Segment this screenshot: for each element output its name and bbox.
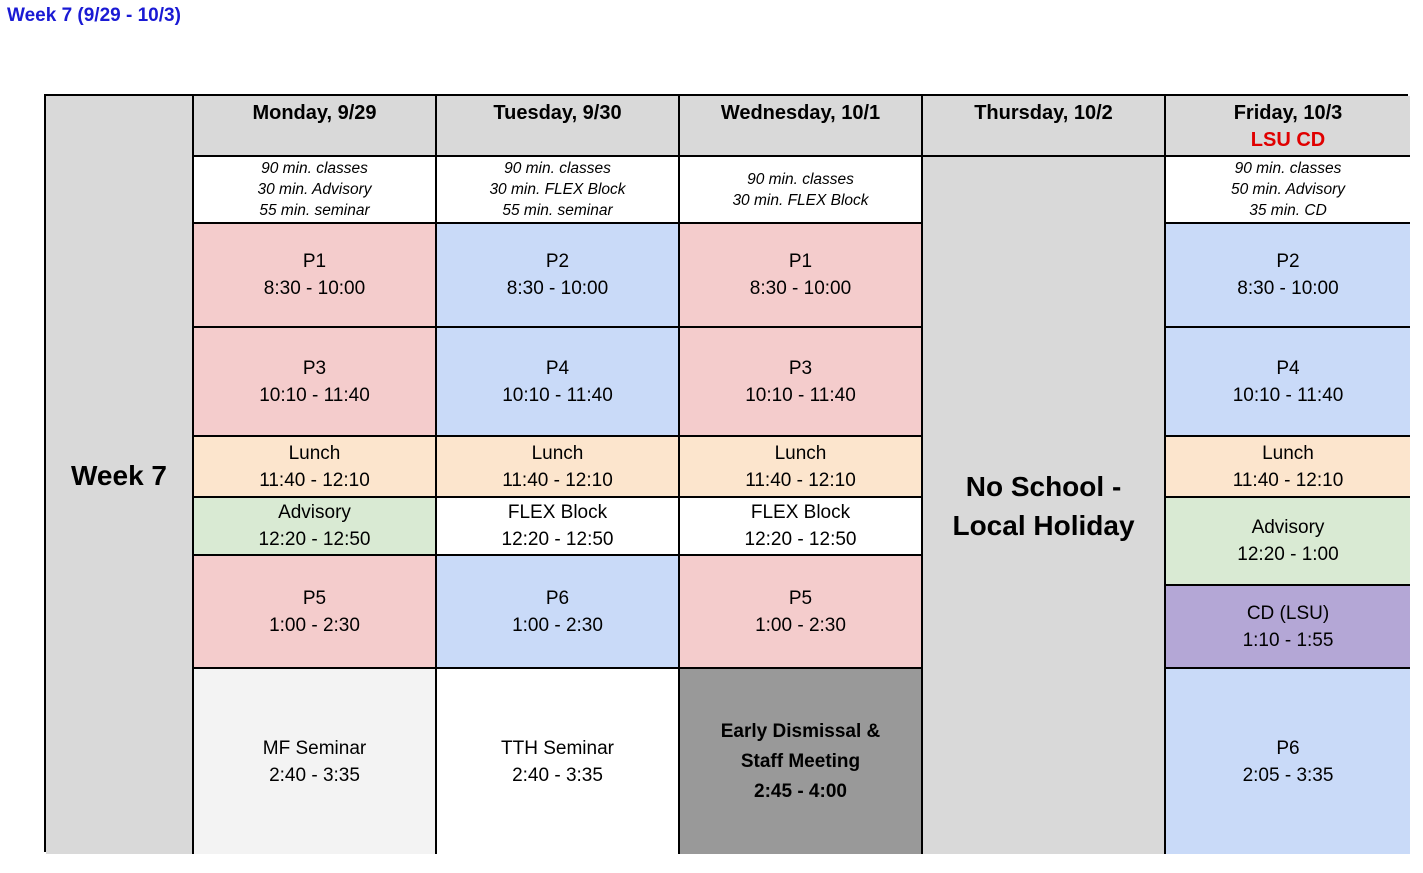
- block-friday-advisory: Advisory 12:20 - 1:00: [1166, 498, 1410, 586]
- block-monday-lunch: Lunch 11:40 - 12:10: [194, 437, 437, 498]
- notes-monday: 90 min. classes 30 min. Advisory 55 min. seminar: [194, 157, 437, 224]
- block-tuesday-lunch: Lunch 11:40 - 12:10: [437, 437, 680, 498]
- block-friday-p6: P6 2:05 - 3:35: [1166, 669, 1410, 854]
- block-friday-cd: CD (LSU) 1:10 - 1:55: [1166, 586, 1410, 669]
- block-wednesday-flex: FLEX Block 12:20 - 12:50: [680, 498, 923, 556]
- block-monday-advisory: Advisory 12:20 - 12:50: [194, 498, 437, 556]
- block-tuesday-flex: FLEX Block 12:20 - 12:50: [437, 498, 680, 556]
- block-friday-p2: P2 8:30 - 10:00: [1166, 224, 1410, 328]
- block-tuesday-p2: P2 8:30 - 10:00: [437, 224, 680, 328]
- block-monday-p5: P5 1:00 - 2:30: [194, 556, 437, 669]
- block-monday-p3: P3 10:10 - 11:40: [194, 328, 437, 437]
- block-tuesday-seminar: TTH Seminar 2:40 - 3:35: [437, 669, 680, 854]
- block-wednesday-lunch: Lunch 11:40 - 12:10: [680, 437, 923, 498]
- block-wednesday-p3: P3 10:10 - 11:40: [680, 328, 923, 437]
- block-tuesday-p6: P6 1:00 - 2:30: [437, 556, 680, 669]
- block-wednesday-p5: P5 1:00 - 2:30: [680, 556, 923, 669]
- block-monday-p1: P1 8:30 - 10:00: [194, 224, 437, 328]
- notes-friday: 90 min. classes 50 min. Advisory 35 min. CD: [1166, 157, 1410, 224]
- header-tuesday: Tuesday, 9/30: [437, 96, 680, 157]
- header-wednesday: Wednesday, 10/1: [680, 96, 923, 157]
- header-friday: Friday, 10/3 LSU CD: [1166, 96, 1410, 157]
- header-thursday: Thursday, 10/2: [923, 96, 1166, 157]
- header-monday: Monday, 9/29: [194, 96, 437, 157]
- notes-wednesday: 90 min. classes 30 min. FLEX Block: [680, 157, 923, 224]
- block-friday-lunch: Lunch 11:40 - 12:10: [1166, 437, 1410, 498]
- friday-subtitle: LSU CD: [1250, 129, 1326, 151]
- block-monday-seminar: MF Seminar 2:40 - 3:35: [194, 669, 437, 854]
- block-wednesday-p1: P1 8:30 - 10:00: [680, 224, 923, 328]
- schedule-table: [44, 94, 1408, 852]
- holiday-cell: No School - Local Holiday: [923, 157, 1166, 854]
- page-title: Week 7 (9/29 - 10/3): [7, 5, 181, 26]
- block-friday-p4: P4 10:10 - 11:40: [1166, 328, 1410, 437]
- notes-tuesday: 90 min. classes 30 min. FLEX Block 55 min. seminar: [437, 157, 680, 224]
- block-tuesday-p4: P4 10:10 - 11:40: [437, 328, 680, 437]
- block-wednesday-dismissal: Early Dismissal & Staff Meeting 2:45 - 4:00: [680, 669, 923, 854]
- week-label: Week 7: [46, 96, 194, 854]
